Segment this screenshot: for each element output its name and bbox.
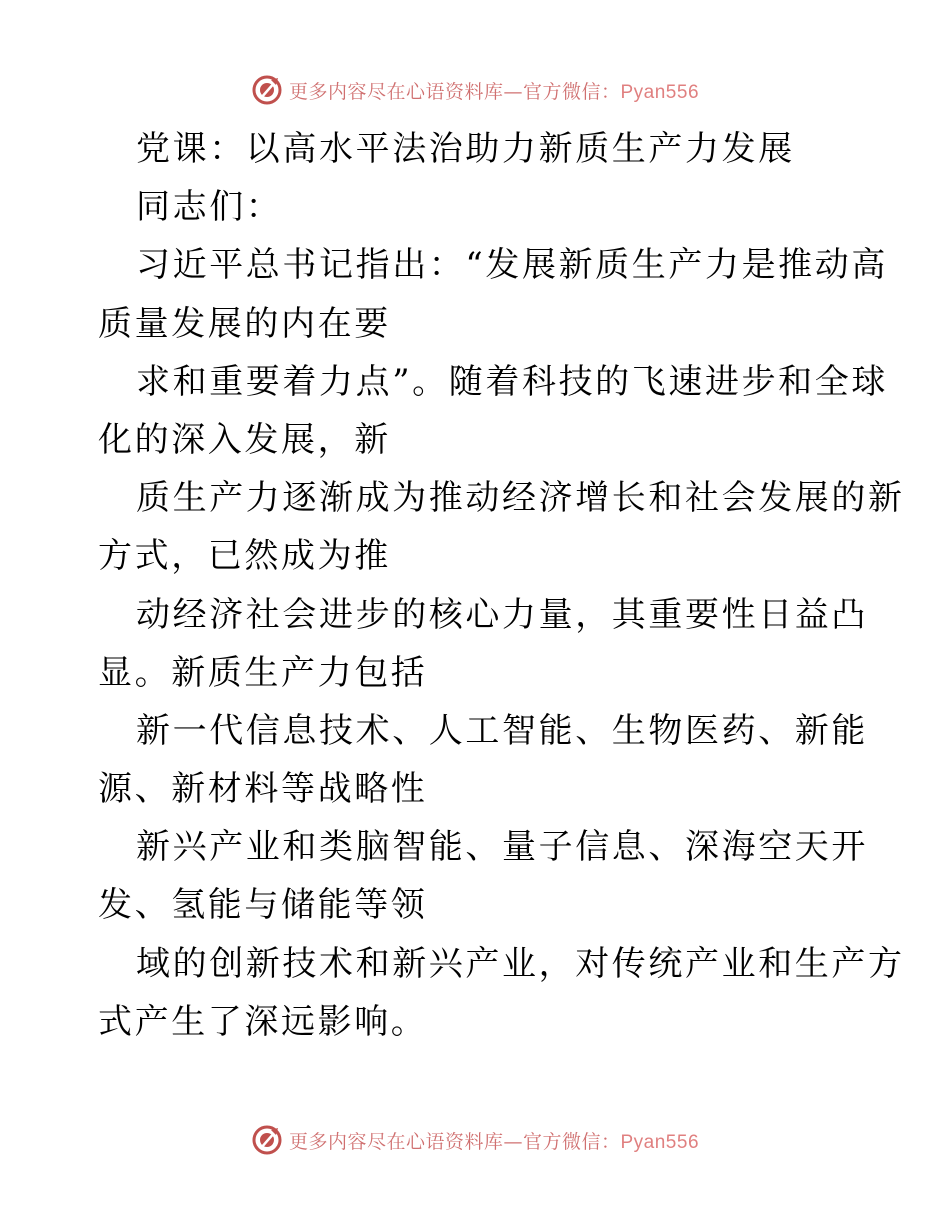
watermark-wechat-id: Pyan556: [620, 1131, 700, 1153]
watermark-text: 更多内容尽在心语资料库—官方微信：Pyan556: [288, 80, 700, 103]
text-line: 式产生了深远影响。: [98, 1001, 428, 1042]
text-line: 质生产力逐渐成为推动经济增长和社会发展的新: [136, 478, 905, 519]
text-line: 习近平总书记指出：“发展新质生产力是推动高: [136, 245, 888, 286]
text-line: 求和重要着力点”。随着科技的飞速进步和全球: [136, 361, 888, 402]
seal-logo-icon: [251, 74, 283, 106]
text-line: 质量发展的内在要: [98, 303, 391, 344]
text-line: 同志们：: [136, 187, 283, 228]
text-line: 域的创新技术和新兴产业，对传统产业和生产方: [136, 943, 905, 984]
watermark-wechat-id: Pyan556: [620, 81, 700, 103]
header-watermark: [0, 70, 950, 110]
seal-logo-icon: [251, 1124, 283, 1156]
text-line: 发、氢能与储能等领: [98, 885, 428, 926]
watermark-text: 更多内容尽在心语资料库—官方微信：Pyan556: [288, 1130, 700, 1153]
text-line: 动经济社会进步的核心力量，其重要性日益凸: [136, 594, 868, 635]
text-line: 新兴产业和类脑智能、量子信息、深海空天开: [136, 827, 868, 868]
text-line: 党课：以高水平法治助力新质生产力发展: [136, 129, 795, 169]
text-line: 新一代信息技术、人工智能、生物医药、新能: [136, 710, 868, 751]
text-line: 显。新质生产力包括: [98, 652, 428, 693]
footer-watermark: [0, 1120, 950, 1160]
text-line: 化的深入发展，新: [98, 419, 391, 460]
text-line: 方式，已然成为推: [98, 536, 391, 577]
document-body: [98, 120, 905, 1051]
text-line: 源、新材料等战略性: [98, 769, 428, 810]
